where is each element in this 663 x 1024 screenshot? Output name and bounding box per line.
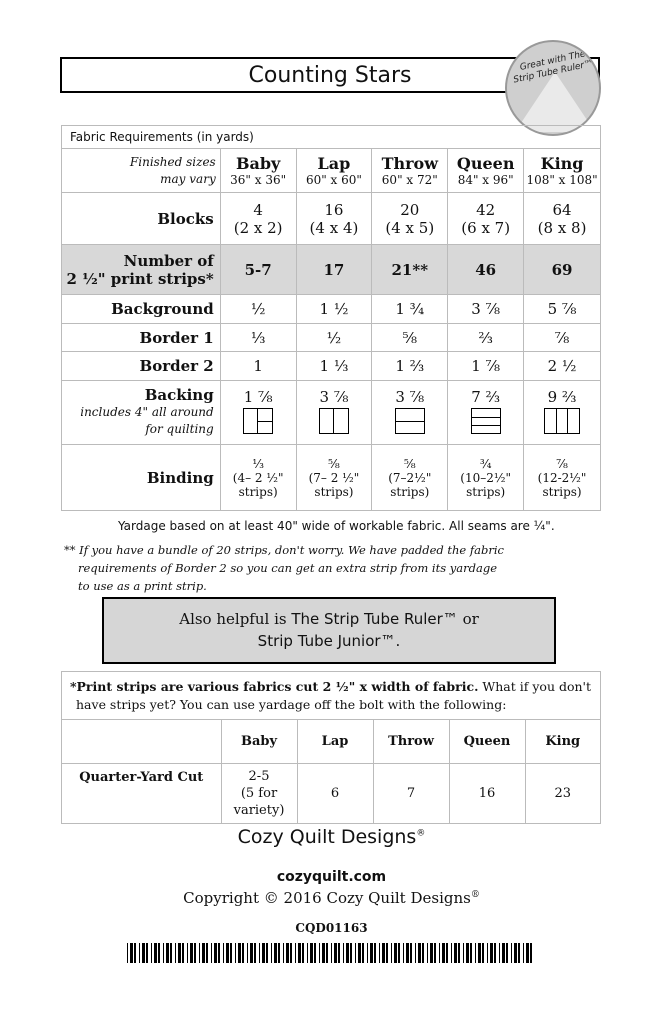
ruler-badge — [505, 40, 601, 136]
cuts-header-king: King — [545, 733, 581, 749]
binding-amount: ⅞ — [556, 456, 568, 471]
size-name: Lap — [317, 154, 351, 173]
print-strips-section — [61, 671, 601, 824]
backing-layout-icon — [243, 408, 273, 434]
size-queen — [448, 149, 524, 193]
cuts-header-empty — [62, 720, 221, 763]
size-lap — [296, 149, 372, 193]
backing-amount: 7 ⅔ — [471, 387, 501, 406]
product-strip-tube-ruler: The Strip Tube Ruler™ — [291, 610, 458, 628]
block-count: 20 — [400, 200, 420, 219]
binding-king — [524, 445, 601, 511]
size-dim: 84" x 96" — [457, 173, 514, 187]
cuts-header-baby: Baby — [221, 720, 297, 763]
backing-layout-icon — [471, 408, 501, 434]
binding-strips-word: strips) — [314, 484, 354, 499]
strips-label-line1: Number of — [123, 251, 214, 270]
border2-king: 2 ½ — [524, 352, 601, 381]
binding-amount: ¾ — [479, 456, 492, 471]
border1-row — [62, 324, 601, 352]
copyright-reg-mark: ® — [470, 890, 480, 900]
blocks-throw — [372, 193, 448, 245]
strips-note-line2: requirements of Border 2 so you can get an extra strip from its yardage — [78, 561, 497, 575]
helpful-callout — [102, 597, 556, 664]
background-throw: 1 ¾ — [372, 295, 448, 324]
strips-queen: 46 — [448, 245, 524, 295]
strips-row — [62, 245, 601, 295]
binding-strips: (12-2½" — [537, 470, 587, 485]
size-dim: 36" x 36" — [230, 173, 287, 187]
badge-text: Great with The Strip Tube Ruler™! — [512, 49, 598, 86]
binding-strips: (7–2½" — [388, 470, 432, 485]
backing-lap — [296, 381, 372, 445]
background-king: 5 ⅞ — [524, 295, 601, 324]
block-count: 64 — [552, 200, 572, 219]
table-caption: Fabric Requirements (in yards) — [62, 126, 601, 149]
backing-baby — [220, 381, 296, 445]
print-strips-intro — [62, 672, 600, 720]
size-name: King — [540, 154, 584, 173]
cuts-row — [62, 763, 600, 823]
brand-text: Cozy Quilt Designs — [237, 826, 417, 848]
size-king — [524, 149, 601, 193]
helpful-or: or — [462, 610, 479, 628]
background-label: Background — [62, 295, 221, 324]
table-caption-row — [62, 126, 601, 149]
binding-amount: ⅓ — [252, 456, 264, 471]
product-code: CQD01163 — [295, 921, 368, 935]
backing-queen — [448, 381, 524, 445]
strips-baby: 5-7 — [220, 245, 296, 295]
backing-label — [62, 381, 221, 445]
backing-amount: 1 ⅞ — [243, 387, 273, 406]
brand-reg-mark: ® — [416, 828, 426, 839]
size-note-line2: may vary — [160, 171, 216, 186]
cuts-king: 23 — [525, 763, 600, 823]
product-strip-tube-junior: Strip Tube Junior™. — [257, 632, 401, 650]
block-count: 16 — [324, 200, 344, 219]
size-baby — [220, 149, 296, 193]
strips-king: 69 — [524, 245, 601, 295]
barcode-icon — [127, 943, 535, 963]
binding-label: Binding — [62, 445, 221, 511]
copyright — [0, 889, 663, 907]
print-strips-intro-rest: What if you don't — [478, 679, 592, 694]
binding-strips: (10–2½" — [460, 470, 512, 485]
blocks-baby — [220, 193, 296, 245]
border1-king: ⅞ — [524, 324, 601, 352]
block-grid: (6 x 7) — [461, 218, 511, 237]
copyright-text: Copyright © 2016 Cozy Quilt Designs — [183, 889, 471, 907]
sizes-row — [62, 149, 601, 193]
border2-queen: 1 ⅞ — [448, 352, 524, 381]
background-lap: 1 ½ — [296, 295, 372, 324]
strips-bundle-note — [64, 541, 544, 595]
block-grid: (4 x 5) — [385, 218, 435, 237]
border2-label: Border 2 — [62, 352, 221, 381]
border2-lap: 1 ⅓ — [296, 352, 372, 381]
binding-throw — [372, 445, 448, 511]
border1-label: Border 1 — [62, 324, 221, 352]
block-grid: (8 x 8) — [537, 218, 587, 237]
cuts-queen: 16 — [449, 763, 525, 823]
background-row — [62, 295, 601, 324]
backing-throw — [372, 381, 448, 445]
binding-row — [62, 445, 601, 511]
binding-strips-word: strips) — [542, 484, 582, 499]
size-name: Baby — [235, 154, 281, 173]
backing-note-line2: for quilting — [145, 422, 214, 436]
strips-lap: 17 — [296, 245, 372, 295]
block-grid: (4 x 4) — [309, 218, 359, 237]
binding-lap — [296, 445, 372, 511]
backing-label-text: Backing — [144, 386, 214, 404]
strips-note-line3: to use as a print strip. — [78, 579, 207, 593]
border1-queen: ⅔ — [448, 324, 524, 352]
binding-baby — [220, 445, 296, 511]
size-dim: 60" x 60" — [305, 173, 362, 187]
fabric-requirements-table — [61, 125, 601, 511]
backing-layout-icon — [544, 408, 580, 434]
backing-layout-icon — [319, 408, 349, 434]
cuts-header-queen: Queen — [449, 720, 525, 763]
background-queen: 3 ⅞ — [448, 295, 524, 324]
website-url: cozyquilt.com — [276, 869, 387, 885]
cuts-header-row — [62, 720, 600, 763]
border1-baby: ⅓ — [220, 324, 296, 352]
block-count: 42 — [476, 200, 496, 219]
cuts-row-label: Quarter-Yard Cut — [62, 763, 221, 823]
binding-queen — [448, 445, 524, 511]
page-title: Counting Stars — [248, 63, 412, 88]
helpful-prefix: Also helpful is — [179, 610, 287, 628]
brand-name — [0, 826, 663, 848]
cuts-header-lap: Lap — [297, 720, 373, 763]
border1-lap: ½ — [296, 324, 372, 352]
backing-layout-icon — [395, 408, 425, 434]
blocks-label: Blocks — [62, 193, 221, 245]
blocks-lap — [296, 193, 372, 245]
strips-note-line1: ** If you have a bundle of 20 strips, don't worry. We have padded the fabric — [64, 543, 504, 557]
cuts-lap: 6 — [297, 763, 373, 823]
background-baby: ½ — [220, 295, 296, 324]
block-grid: (2 x 2) — [233, 218, 283, 237]
blocks-queen — [448, 193, 524, 245]
backing-king — [524, 381, 601, 445]
quarter-yard-table — [62, 720, 600, 823]
backing-amount: 9 ⅔ — [547, 387, 577, 406]
binding-strips: (7– 2 ½" — [308, 470, 360, 485]
binding-amount: ⅝ — [328, 456, 340, 471]
binding-amount: ⅝ — [403, 456, 416, 471]
blocks-row — [62, 193, 601, 245]
cuts-baby-line1: 2-5 — [248, 768, 270, 784]
cuts-baby — [221, 763, 297, 823]
cuts-baby-line3: variety) — [233, 802, 285, 818]
border1-throw: ⅝ — [372, 324, 448, 352]
backing-amount: 3 ⅞ — [319, 387, 349, 406]
binding-strips-word: strips) — [466, 484, 506, 499]
yardage-note: Yardage based on at least 40" wide of workable fabric. All seams are ¼". — [118, 519, 555, 533]
cuts-baby-line2: (5 for — [240, 785, 278, 801]
binding-strips-word: strips) — [238, 484, 278, 499]
size-name: Queen — [456, 154, 515, 173]
print-strips-intro-bold: *Print strips are various fabrics cut 2 ½" x width of fabric. — [70, 679, 479, 694]
size-dim: 60" x 72" — [381, 173, 438, 187]
cuts-header-throw: Throw — [373, 720, 449, 763]
size-dim: 108" x 108" — [526, 173, 598, 187]
blocks-king — [524, 193, 601, 245]
binding-strips: (4– 2 ½" — [232, 470, 284, 485]
backing-row — [62, 381, 601, 445]
backing-amount: 3 ⅞ — [395, 387, 425, 406]
border2-row — [62, 352, 601, 381]
block-count: 4 — [253, 200, 263, 219]
binding-strips-word: strips) — [390, 484, 430, 499]
size-note-line1: Finished sizes — [129, 154, 216, 169]
backing-note-line1: includes 4" all around — [80, 405, 214, 419]
size-note — [62, 149, 221, 193]
border2-throw: 1 ⅔ — [372, 352, 448, 381]
strips-label-line2: 2 ½" print strips* — [66, 269, 214, 288]
strips-label — [62, 245, 221, 295]
cuts-throw: 7 — [373, 763, 449, 823]
strips-throw: 21** — [372, 245, 448, 295]
border2-baby: 1 — [220, 352, 296, 381]
print-strips-intro-line2: have strips yet? You can use yardage off the bolt with the following: — [76, 697, 507, 712]
size-throw — [372, 149, 448, 193]
size-name: Throw — [381, 154, 438, 173]
